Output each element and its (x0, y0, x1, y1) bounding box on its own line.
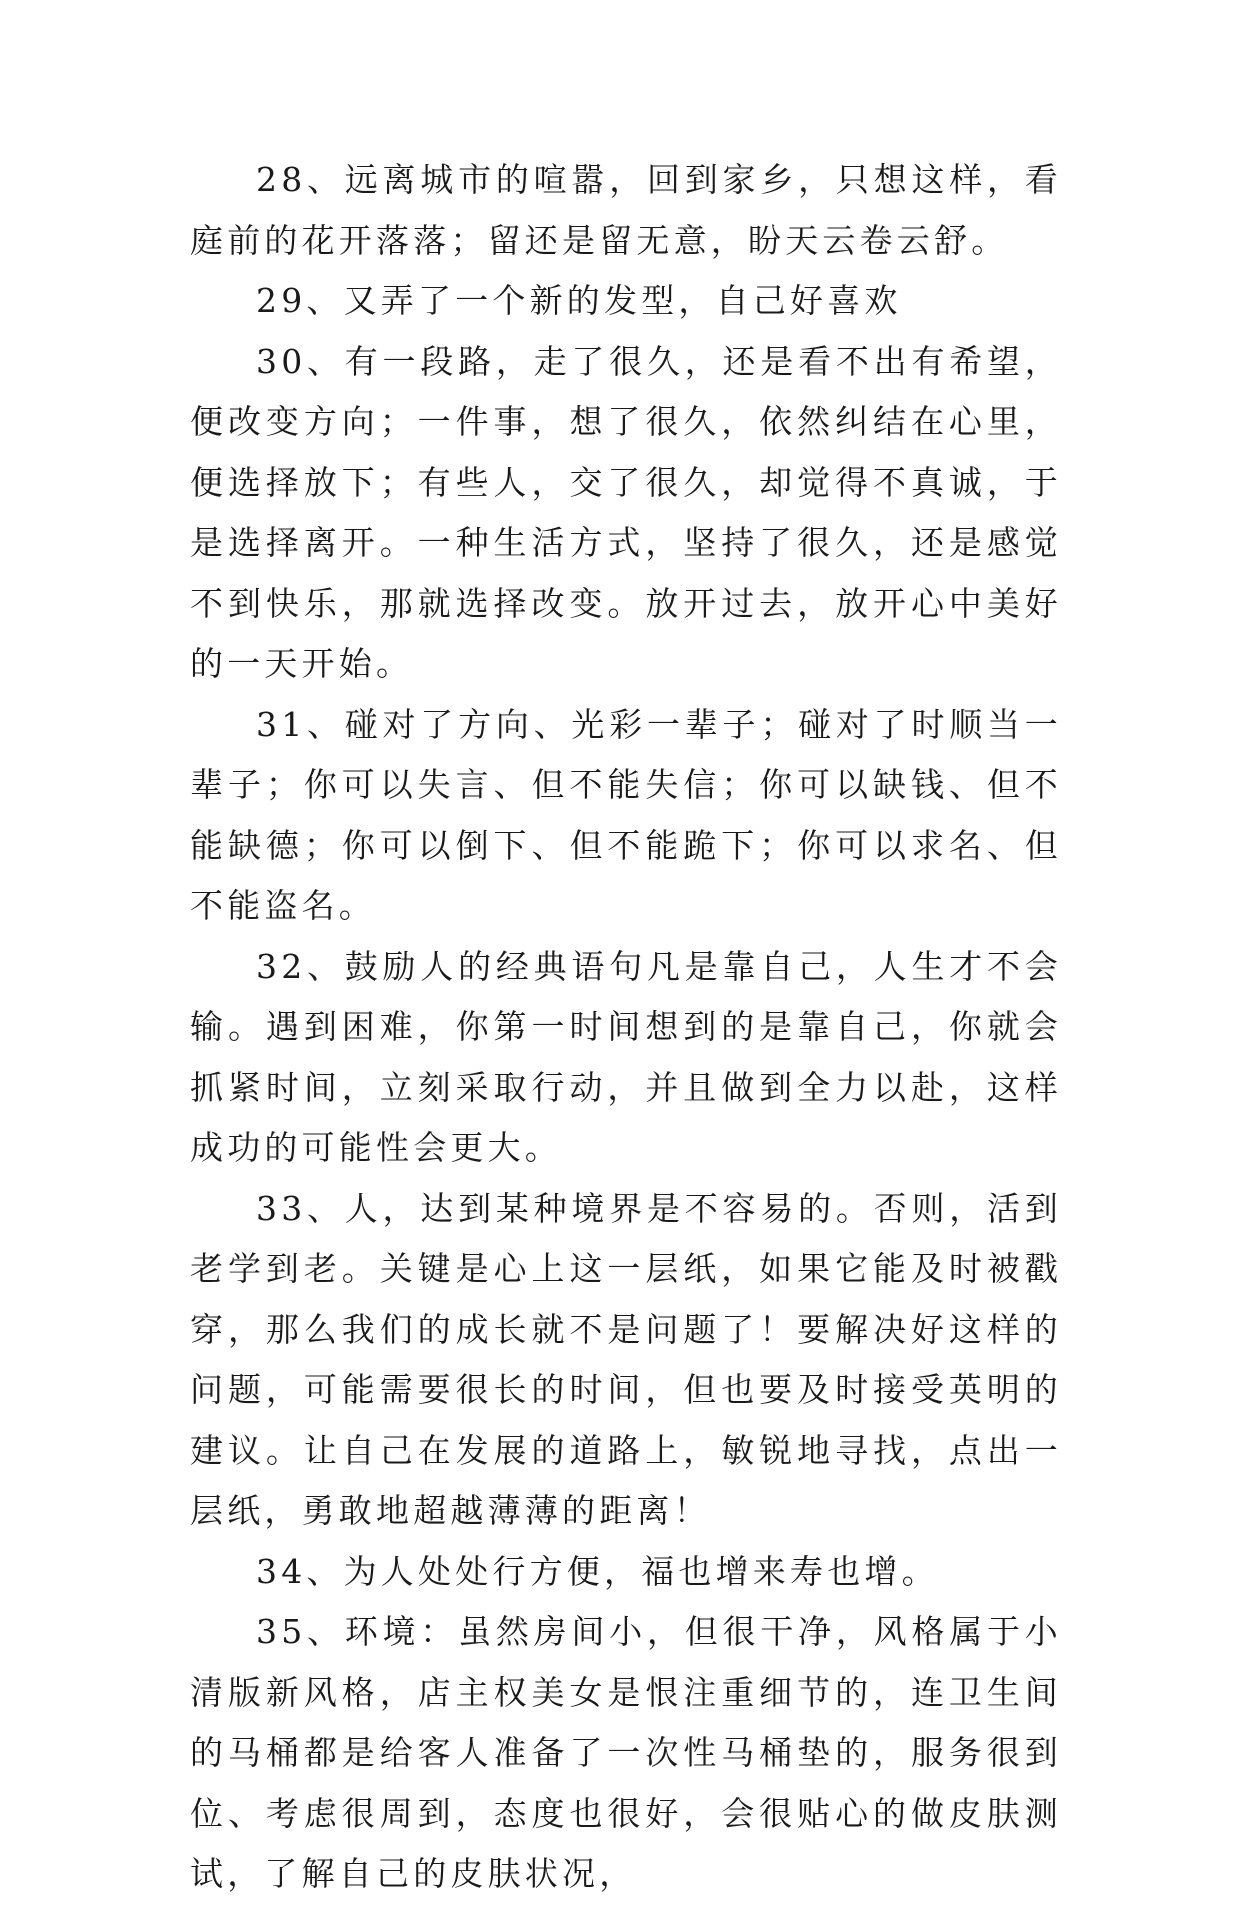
paragraph-34: 34、为人处处行方便，福也增来寿也增。 (256, 1551, 939, 1591)
paragraph-29: 29、又弄了一个新的发型，自己好喜欢 (256, 281, 902, 320)
paragraph-32: 32、鼓励人的经典语句凡是靠自己，人生才不会输。遇到困难，你第一时间想到的是靠自己，你就会抓紧时间，立刻采取行动，并且做到全力以赴，这样成功的可能性会更大。 (190, 946, 1062, 1167)
paragraph-35: 35、环境：虽然房间小，但很干净，风格属于小清版新风格，店主权美女是恨注重细节的，连卫生间的马桶都是给客人准备了一次性马桶垫的，服务很到位、考虑很周到，态度也很好，会很贴心的做皮肤测试，了解自己的皮肤状况， (190, 1612, 1062, 1893)
paragraph-31: 31、碰对了方向、光彩一辈子；碰对了时顺当一辈子；你可以失言、但不能失信；你可以缺钱、但不能缺德；你可以倒下、但不能跪下；你可以求名、但不能盗名。 (190, 704, 1062, 925)
paragraph-28: 28、远离城市的喧嚣，回到家乡，只想这样，看庭前的花开落落；留还是留无意，盼天云卷云舒。 (190, 160, 1062, 260)
paragraph-30: 30、有一段路，走了很久，还是看不出有希望，便改变方向；一件事，想了很久，依然纠结在心里，便选择放下；有些人，交了很久，却觉得不真诚，于是选择离开。一种生活方式，坚持了很久，还是感觉不到快乐，那就选择改变。放开过去，放开心中美好的一天开始。 (190, 341, 1062, 683)
document-body (190, 150, 1062, 1905)
paragraph-33: 33、人，达到某种境界是不容易的。否则，活到老学到老。关键是心上这一层纸，如果它能及时被戳穿，那么我们的成长就不是问题了！要解决好这样的问题，可能需要很长的时间，但也要及时接受英明的建议。让自己在发展的道路上，敏锐地寻找，点出一层纸，勇敢地超越薄薄的距离！ (190, 1188, 1062, 1530)
